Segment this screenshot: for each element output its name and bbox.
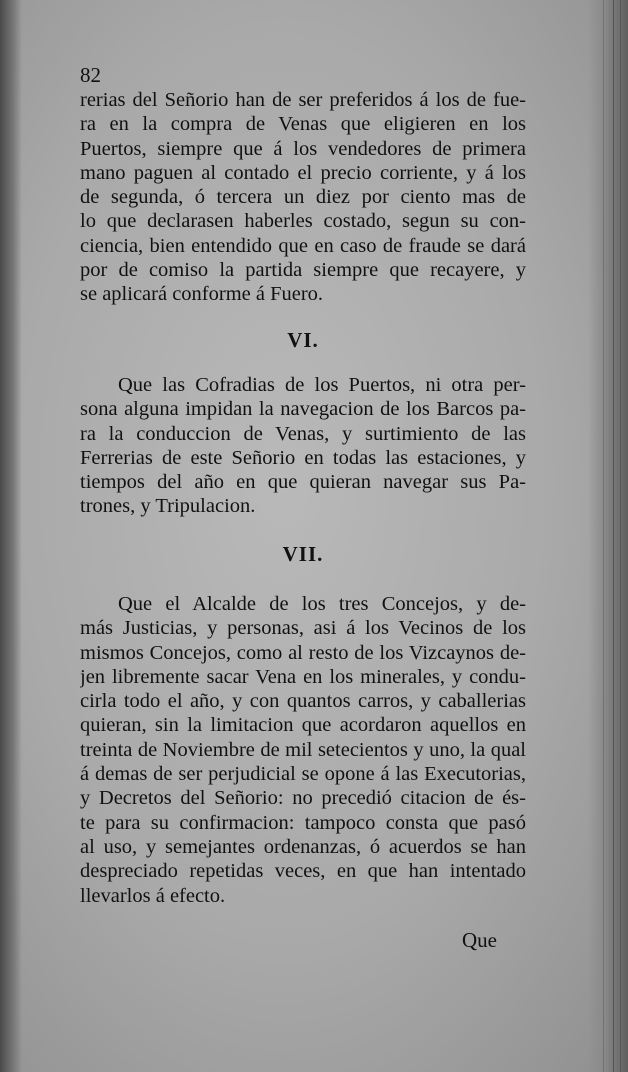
text-line: mano paguen al contado el precio corriente, y á los: [80, 161, 526, 184]
text-line: Ferrerias de este Señorio en todas las estaciones, y: [80, 446, 526, 469]
text-line: trones, y Tripulacion.: [80, 495, 256, 518]
text-line: ciencia, bien entendido que en caso de fraude se dará: [80, 234, 526, 257]
book-fore-edge: [588, 0, 628, 1072]
text-line: lo que declarasen haberles costado, segun su con-: [80, 210, 526, 233]
text-line: te para su confirmacion: tampoco consta que pasó: [80, 811, 526, 834]
opening-paragraph: [80, 88, 526, 307]
text-line: de segunda, ó tercera un diez por ciento mas de: [80, 186, 526, 209]
text-line: Que las Cofradias de los Puertos, ni otra per-: [118, 374, 526, 396]
text-line: Que el Alcalde de los tres Concejos, y de-: [118, 593, 526, 615]
text-line: despreciado repetidas veces, en que han intentado: [80, 860, 526, 883]
text-line: tiempos del año en que quieran navegar sus Pa-: [80, 471, 526, 494]
section-heading-vii: VII.: [282, 542, 324, 566]
section-heading-vi: VI.: [287, 328, 319, 352]
text-line: y Decretos del Señorio: no precedió citacion de és-: [80, 787, 526, 810]
text-line: al uso, y semejantes ordenanzas, ó acuerdos se han: [80, 835, 526, 858]
page-number: 82: [80, 63, 101, 87]
text-line: mismos Concejos, como al resto de los Vizcaynos de-: [80, 641, 526, 664]
text-line: treinta de Noviembre de mil setecientos y uno, la qual: [80, 738, 526, 761]
text-line: á demas de ser perjudicial se opone á las Executorias,: [80, 763, 526, 786]
text-line: quieran, sin la limitacion que acordaron aquellos en: [80, 714, 526, 737]
text-line: jen libremente sacar Vena en los minerales, y condu-: [80, 665, 526, 688]
text-line: Puertos, siempre que á los vendedores de primera: [80, 137, 526, 160]
text-line: más Justicias, y personas, asi á los Vecinos de los: [80, 617, 526, 640]
fore-edge-line: [620, 0, 621, 1072]
text-line: ra la conduccion de Venas, y surtimiento de las: [80, 422, 526, 445]
text-line: se aplicará conforme á Fuero.: [80, 283, 324, 306]
catchword: Que: [462, 928, 497, 952]
section-vi-paragraph: [80, 373, 526, 519]
text-line: ra en la compra de Venas que eligieren en los: [80, 113, 526, 136]
text-line: rerias del Señorio han de ser preferidos á los de fue-: [80, 89, 526, 111]
text-line: sona alguna impidan la navegacion de los Barcos pa-: [80, 398, 526, 421]
fore-edge-line: [613, 0, 614, 1072]
section-vii-paragraph: [80, 592, 526, 908]
fore-edge-line: [603, 0, 604, 1072]
text-line: por de comiso la partida siempre que recayere, y: [80, 259, 526, 282]
text-line: cirla todo el año, y con quantos carros, y caballerias: [80, 690, 526, 713]
page-gutter-shadow: [0, 0, 22, 1072]
text-line: llevarlos á efecto.: [80, 884, 226, 907]
